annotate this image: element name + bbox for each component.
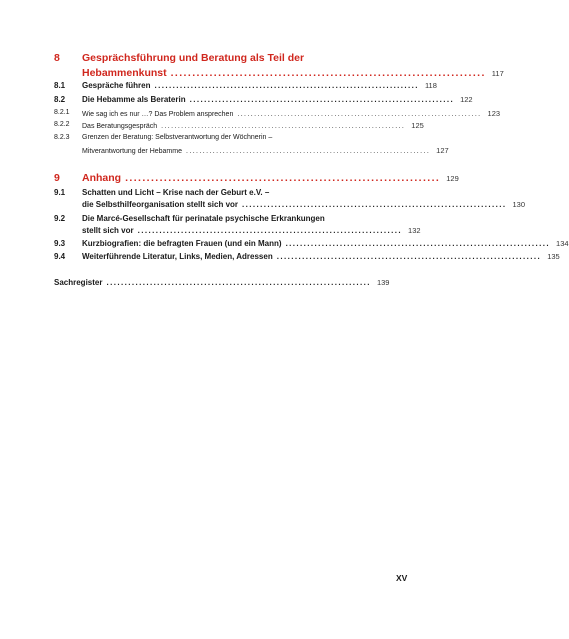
subsection-number: 8.2.3 xyxy=(54,134,70,141)
leader-dots: ......................................................................... xyxy=(285,239,551,248)
toc-section xyxy=(54,81,437,93)
subsection-title: Das Beratungsgespräch xyxy=(82,123,158,130)
leader-dots: ......................................................................... xyxy=(237,111,482,118)
leader-dots: ......................................................................... xyxy=(242,200,507,209)
toc-section xyxy=(54,252,560,264)
section-title: Die Marcé-Gesellschaft für perinatale psychische Erkrankungen xyxy=(82,214,325,223)
section-number: 8.1 xyxy=(54,81,66,90)
leader-dots: ......................................................................... xyxy=(170,67,486,79)
section-title: Die Hebamme als Beraterin xyxy=(82,95,186,104)
page-ref: 129 xyxy=(446,174,459,183)
leader-dots: ......................................................................... xyxy=(125,172,441,184)
leader-dots: ......................................................................... xyxy=(106,278,371,287)
toc-section xyxy=(54,239,569,251)
toc-subsection xyxy=(54,109,501,121)
chapter-number: 9 xyxy=(54,172,60,184)
page-ref: 117 xyxy=(491,69,504,78)
section-title: Gespräche führen xyxy=(82,81,151,90)
section-number: 9.4 xyxy=(54,252,66,261)
toc-subsection xyxy=(54,134,449,158)
page-ref: 122 xyxy=(460,95,473,104)
section-number: 9.3 xyxy=(54,239,66,248)
page-ref: 135 xyxy=(547,252,560,261)
toc-subsection xyxy=(54,121,424,133)
section-title-cont: die Selbsthilfeorganisation stellt sich vor xyxy=(82,200,239,209)
toc-section xyxy=(54,188,526,212)
subsection-title-cont: Mitverantwortung der Hebamme xyxy=(82,148,182,155)
toc-chapter-9 xyxy=(54,172,459,187)
chapter-title: Anhang xyxy=(82,172,122,184)
page-ref: 130 xyxy=(512,200,526,209)
leader-dots: ......................................................................... xyxy=(189,95,455,104)
section-number: 8.2 xyxy=(54,95,66,104)
subsection-number: 8.2.2 xyxy=(54,121,70,128)
toc-section xyxy=(54,214,421,238)
toc-chapter-8 xyxy=(54,52,504,82)
section-title: Schatten und Licht – Krise nach der Geburt e.V. – xyxy=(82,188,270,197)
subsection-title: Grenzen der Beratung: Selbstverantwortung der Wöchnerin – xyxy=(82,134,273,141)
register-title: Sachregister xyxy=(54,278,103,287)
page-ref: 139 xyxy=(376,278,390,287)
section-number: 9.1 xyxy=(54,188,66,197)
toc-section xyxy=(54,95,473,107)
page-ref: 118 xyxy=(424,81,437,90)
toc-register xyxy=(54,278,390,290)
section-title: Kurzbiografien: die befragten Frauen (und ein Mann) xyxy=(82,239,282,248)
page-ref: 123 xyxy=(487,109,501,118)
subsection-number: 8.2.1 xyxy=(54,109,70,116)
chapter-title: Gesprächsführung und Beratung als Teil der xyxy=(82,52,305,64)
chapter-title-cont: Hebammenkunst xyxy=(82,67,167,79)
leader-dots: ......................................................................... xyxy=(276,252,542,261)
page-ref: 127 xyxy=(436,146,449,155)
leader-dots: ......................................................................... xyxy=(137,226,403,235)
page-ref: 132 xyxy=(408,226,421,235)
leader-dots: ......................................................................... xyxy=(161,123,406,130)
subsection-title: Wie sag ich es nur …? Das Problem ansprechen xyxy=(82,111,234,118)
page-ref: 134 xyxy=(556,239,569,248)
page-number: XV xyxy=(396,573,408,583)
section-title-cont: stellt sich vor xyxy=(82,226,134,235)
chapter-number: 8 xyxy=(54,52,60,64)
leader-dots: ......................................................................... xyxy=(154,81,419,90)
leader-dots: ......................................................................... xyxy=(186,148,431,155)
section-number: 9.2 xyxy=(54,214,66,223)
page-ref: 125 xyxy=(411,121,424,130)
section-title: Weiterführende Literatur, Links, Medien, Adressen xyxy=(82,252,273,261)
